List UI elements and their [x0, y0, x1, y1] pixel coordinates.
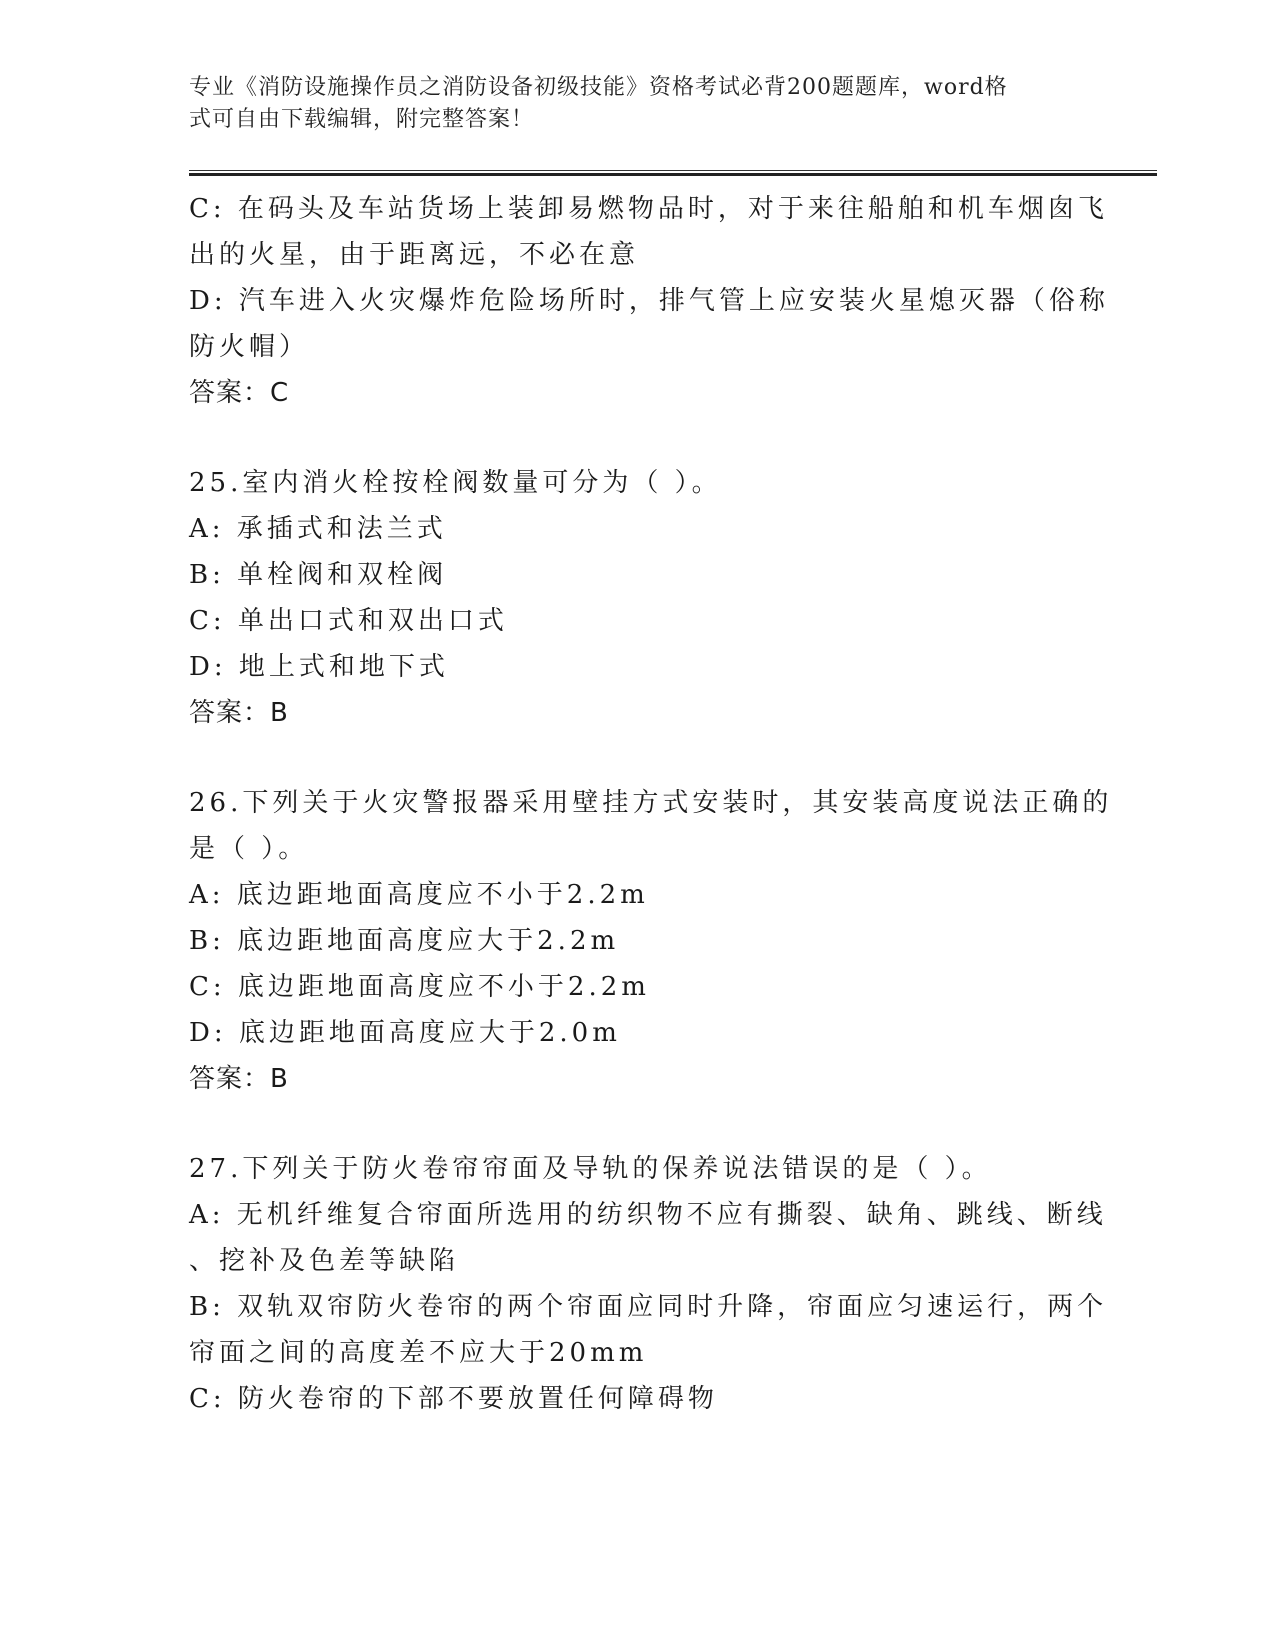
answer-line: 答案：B	[189, 1064, 289, 1094]
question-stem: 25.室内消火栓按栓阀数量可分为（ ）。	[189, 468, 722, 498]
option-a: A: 无机纤维复合帘面所选用的纺织物不应有撕裂、缺角、跳线、断线	[189, 1200, 1107, 1230]
answer-line: 答案：B	[189, 698, 289, 728]
header-rule-thick	[189, 173, 1157, 176]
page-header	[189, 72, 1069, 136]
option-c: C: 底边距地面高度应不小于2.2m	[189, 972, 650, 1002]
option-c: C: 在码头及车站货场上装卸易燃物品时，对于来往船舶和机车烟囱飞	[189, 194, 1108, 224]
option-a-continued: 、挖补及色差等缺陷	[189, 1246, 460, 1276]
option-b: B: 底边距地面高度应大于2.2m	[189, 926, 620, 956]
question-stem: 27.下列关于防火卷帘帘面及导轨的保养说法错误的是（ ）。	[189, 1154, 992, 1184]
prev-question-block	[189, 186, 1109, 416]
option-c-continued: 出的火星，由于距离远，不必在意	[189, 240, 640, 270]
question-27-block	[189, 1146, 1108, 1422]
header-line-2: 式可自由下载编辑，附完整答案！	[189, 107, 535, 132]
question-stem-continued: 是（ ）。	[189, 834, 309, 864]
option-c: C: 单出口式和双出口式	[189, 606, 508, 636]
option-b-continued: 帘面之间的高度差不应大于20mm	[189, 1338, 648, 1368]
question-25-block	[189, 460, 1089, 736]
answer-line: 答案：C	[189, 378, 290, 408]
option-d: D: 底边距地面高度应大于2.0m	[189, 1018, 621, 1048]
question-stem: 26.下列关于火灾警报器采用壁挂方式安装时，其安装高度说法正确的	[189, 788, 1113, 818]
option-d: D: 地上式和地下式	[189, 652, 449, 682]
question-26-block	[189, 780, 1113, 1102]
option-c: C: 防火卷帘的下部不要放置任何障碍物	[189, 1384, 718, 1414]
option-b: B: 双轨双帘防火卷帘的两个帘面应同时升降，帘面应匀速运行，两个	[189, 1292, 1108, 1322]
option-d: D: 汽车进入火灾爆炸危险场所时，排气管上应安装火星熄灭器（俗称	[189, 286, 1109, 316]
header-rule-thin	[189, 170, 1157, 171]
option-a: A: 底边距地面高度应不小于2.2m	[189, 880, 649, 910]
header-line-1: 专业《消防设施操作员之消防设备初级技能》资格考试必背200题题库，word格	[189, 75, 1008, 100]
option-b: B: 单栓阀和双栓阀	[189, 560, 448, 590]
option-a: A: 承插式和法兰式	[189, 514, 447, 544]
option-d-continued: 防火帽）	[189, 332, 310, 362]
question-content	[189, 186, 1113, 1422]
